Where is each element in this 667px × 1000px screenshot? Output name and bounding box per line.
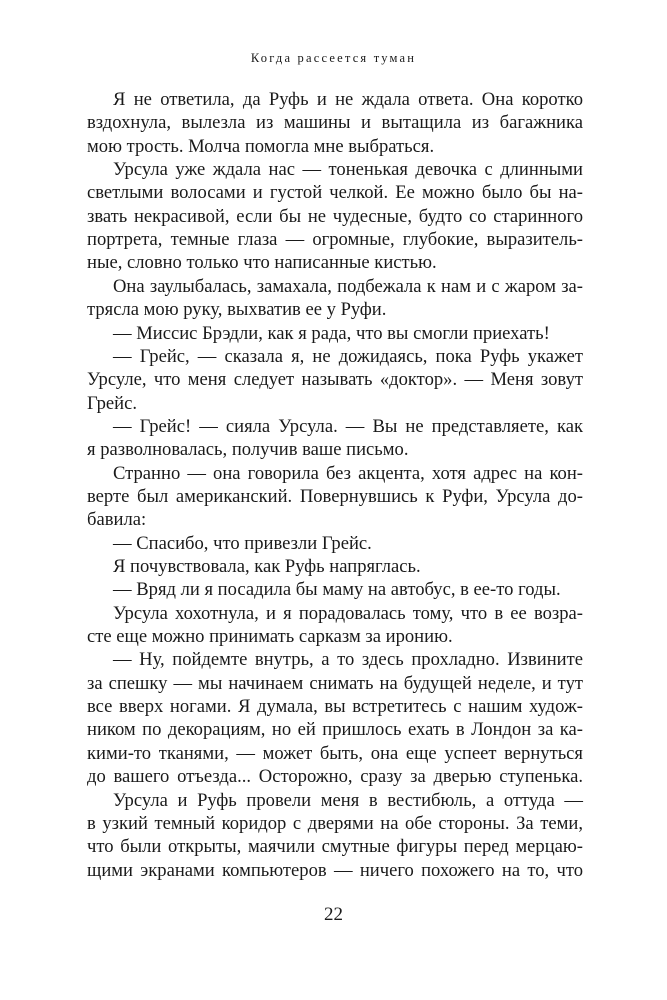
text-line: что были открыты, маячили смутные фигуры перед мерцаю- (87, 836, 583, 857)
text-line: до вашего отъезда... Осторожно, сразу за дверью ступенька. (87, 766, 583, 787)
text-line: — Грейс! — сияла Урсула. — Вы не представляете, как (113, 416, 583, 437)
text-line: бавила: (87, 509, 147, 530)
text-line: я разволновалась, получив ваше письмо. (87, 439, 409, 460)
text-line: все вверх ногами. Я думала, вы встретитесь с нашим худож- (87, 696, 583, 717)
text-line: ником по декорациям, но ей пришлось ехать в Лондон за ка- (87, 719, 583, 740)
text-line: Урсула и Руфь провели меня в вестибюль, а оттуда — (113, 790, 583, 811)
text-line: — Миссис Брэдли, как я рада, что вы смогли приехать! (113, 323, 550, 344)
text-line: в узкий темный коридор с дверями на обе стороны. За теми, (87, 813, 583, 834)
text-line: светлыми волосами и густой челкой. Ее можно было бы на- (87, 182, 583, 203)
text-line: Странно — она говорила без акцента, хотя адрес на кон- (113, 463, 583, 484)
text-line: за спешку — мы начинаем снимать на будущей неделе, и тут (87, 673, 583, 694)
text-line: мою трость. Молча помогла мне выбраться. (87, 136, 435, 157)
text-line: Урсула уже ждала нас — тоненькая девочка с длинными (113, 159, 583, 180)
text-line: ные, словно только что написанные кистью. (87, 252, 437, 273)
text-line: Урсула хохотнула, и я порадовалась тому, что в ее возра- (113, 603, 583, 624)
page-number: 22 (324, 904, 343, 925)
text-line: — Вряд ли я посадила бы маму на автобус, в ее-то годы. (113, 579, 561, 600)
running-header: Когда рассеется туман (250, 51, 417, 65)
text-line: щими экранами компьютеров — ничего похожего на то, что (87, 860, 583, 881)
text-line: Я не ответила, да Руфь и не ждала ответа. Она коротко (113, 89, 583, 110)
text-line: портрета, темные глаза — огромные, глубокие, выразитель- (87, 229, 583, 250)
text-line: — Спасибо, что привезли Грейс. (113, 533, 372, 554)
text-line: звать некрасивой, если бы не чудесные, будто со старинного (87, 206, 583, 227)
text-line: трясла мою руку, выхватив ее у Руфи. (87, 299, 387, 320)
text-line: сте еще можно принимать сарказм за иронию. (87, 626, 453, 647)
text-line: вздохнула, вылезла из машины и вытащила из багажника (87, 112, 583, 133)
text-line: — Грейс, — сказала я, не дожидаясь, пока Руфь укажет (113, 346, 583, 367)
text-line: Грейс. (87, 393, 137, 414)
text-line: Урсуле, что меня следует называть «доктор». — Меня зовут (87, 369, 583, 390)
text-line: — Ну, пойдемте внутрь, а то здесь прохладно. Извините (113, 649, 583, 670)
text-line: Она заулыбалась, замахала, подбежала к нам и с жаром за- (113, 276, 583, 297)
text-line: Я почувствовала, как Руфь напряглась. (113, 556, 421, 577)
text-line: верте был американский. Повернувшись к Руфи, Урсула до- (87, 486, 583, 507)
text-line: кими-то тканями, — может быть, она еще успеет вернуться (87, 743, 583, 764)
